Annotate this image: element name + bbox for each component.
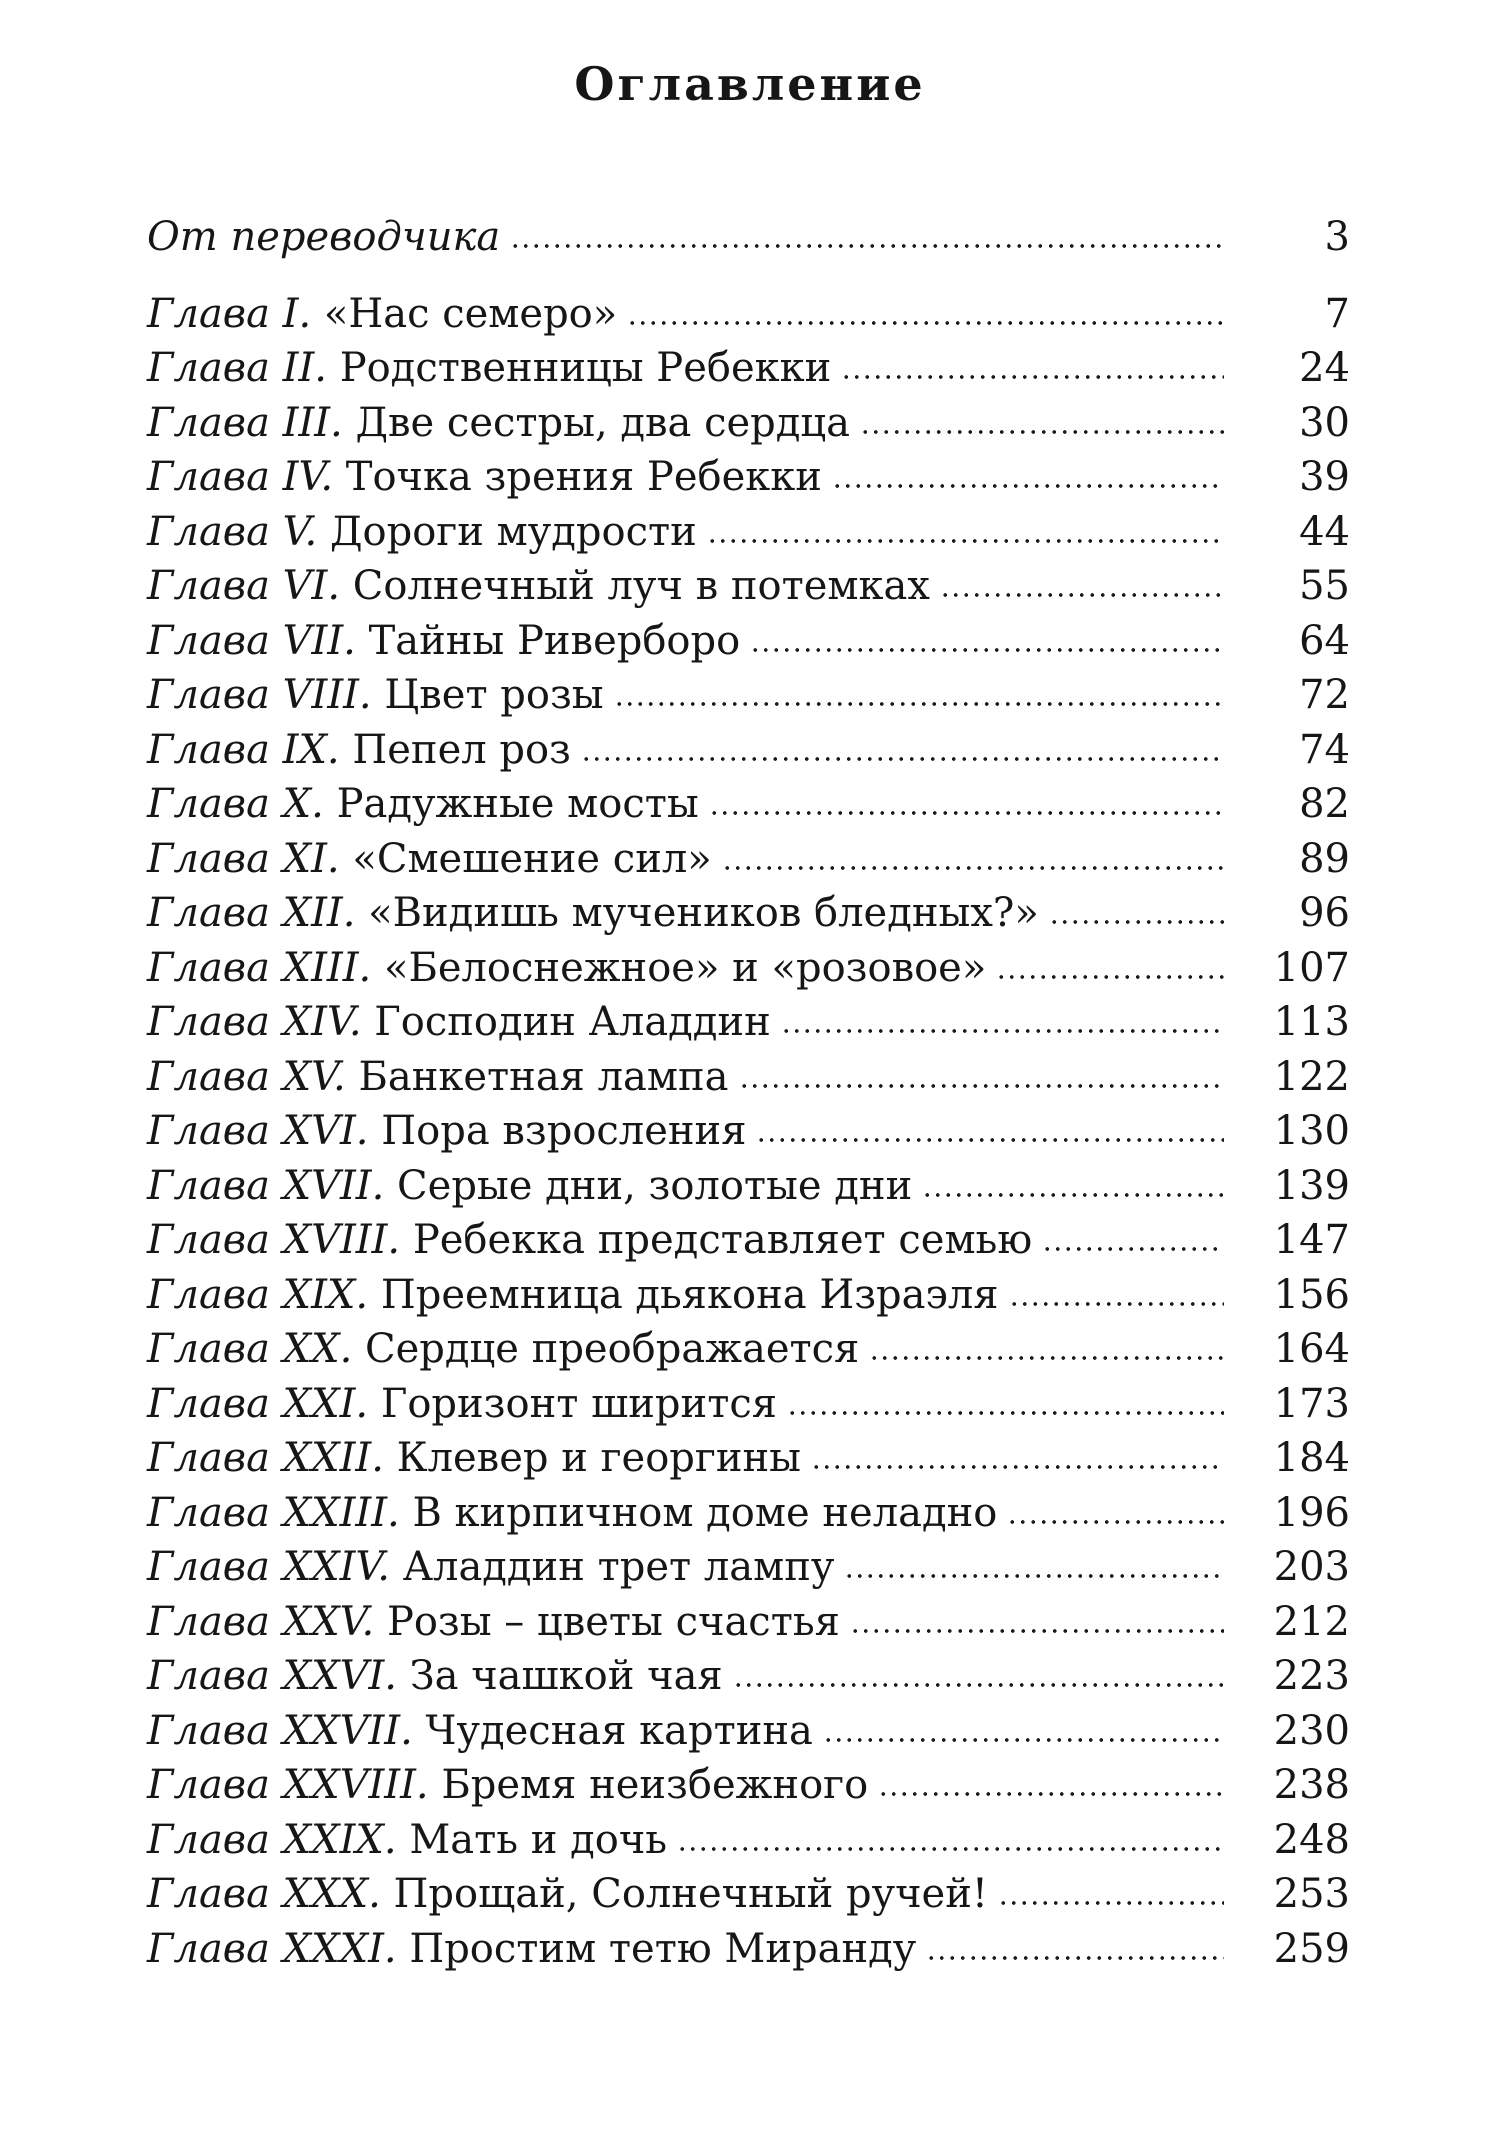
chapter-name: Прощай, Солнечный ручей! xyxy=(393,1871,988,1917)
toc-entry-title xyxy=(147,505,697,560)
toc-entry-title xyxy=(147,450,822,505)
chapter-name: Мать и дочь xyxy=(409,1816,668,1863)
toc-entry-title xyxy=(147,1704,813,1759)
page-number: 44 xyxy=(1299,508,1350,555)
toc-entry-title xyxy=(147,1268,999,1323)
dot-leader xyxy=(614,702,1224,706)
page-number: 248 xyxy=(1273,1816,1350,1863)
page-number: 253 xyxy=(1273,1871,1350,1917)
page-number: 96 xyxy=(1299,890,1350,936)
page-number: 212 xyxy=(1273,1598,1350,1645)
toc-entry-title xyxy=(147,886,1039,941)
chapter-number: Глава XXXI. xyxy=(147,1925,397,1972)
chapter-name: Преемница дьякона Израэля xyxy=(380,1271,999,1318)
toc-entry[interactable] xyxy=(147,505,1350,560)
chapter-number: Глава XIX. xyxy=(147,1271,369,1318)
dot-leader xyxy=(510,244,1224,248)
toc-entry-title xyxy=(147,341,831,396)
toc-entry[interactable] xyxy=(147,1213,1350,1268)
chapter-number: Глава XVIII. xyxy=(147,1217,401,1263)
page-number: 64 xyxy=(1299,617,1350,664)
chapter-name: Сердце преображается xyxy=(365,1326,860,1372)
toc-entry-title xyxy=(147,1322,859,1377)
dot-leader xyxy=(581,757,1224,761)
toc-entry-title xyxy=(147,1486,997,1541)
dot-leader xyxy=(1009,1302,1224,1306)
toc-entry-title xyxy=(147,210,500,265)
chapter-number: Глава VI. xyxy=(147,563,341,609)
chapter-name: Две сестры, два сердца xyxy=(355,399,850,446)
dot-leader xyxy=(781,1029,1224,1033)
chapter-name: Господин Аладдин xyxy=(374,999,771,1045)
toc-entry[interactable] xyxy=(147,1377,1350,1432)
chapter-name: Радужные мосты xyxy=(336,781,699,827)
chapter-number: Глава VII. xyxy=(147,617,356,664)
toc-entry-title xyxy=(147,1595,840,1650)
chapter-number: Глава XXVII. xyxy=(147,1707,413,1754)
chapter-number: Глава III. xyxy=(147,399,343,446)
chapter-number: Глава XXII. xyxy=(147,1435,384,1481)
chapter-number: Глава XI. xyxy=(147,835,340,882)
toc-entry[interactable] xyxy=(147,396,1350,451)
toc-entry-title xyxy=(147,1213,1032,1268)
toc-entry-title xyxy=(147,287,617,342)
toc-entry-title xyxy=(147,668,604,723)
page-number: 164 xyxy=(1273,1326,1350,1372)
chapter-number: Глава II. xyxy=(147,345,327,391)
chapter-name: Горизонт ширится xyxy=(380,1380,777,1427)
chapter-name: Чудесная картина xyxy=(425,1707,813,1754)
chapter-number: Глава XIV. xyxy=(147,999,362,1045)
toc-entry[interactable] xyxy=(147,287,1350,342)
chapter-number: Глава XXIII. xyxy=(147,1489,400,1536)
toc-entry[interactable] xyxy=(147,1431,1350,1486)
chapter-name: Цвет розы xyxy=(384,672,604,718)
page-number: 3 xyxy=(1324,214,1350,260)
page-number: 139 xyxy=(1273,1162,1350,1209)
toc-entry[interactable] xyxy=(147,450,1350,505)
toc-entry-title xyxy=(147,1377,777,1432)
toc-entry-title xyxy=(147,1922,916,1977)
chapter-name: Тайны Риверборо xyxy=(368,617,741,664)
toc-entry[interactable] xyxy=(147,886,1350,941)
chapter-number: Глава IV. xyxy=(147,454,334,500)
toc-entry[interactable] xyxy=(147,941,1350,996)
page-number: 39 xyxy=(1299,454,1350,500)
page-number: 203 xyxy=(1273,1544,1350,1590)
chapter-number: От переводчика xyxy=(147,214,501,260)
page-number: 107 xyxy=(1273,944,1350,991)
chapter-name: «Белоснежное» и «розовое» xyxy=(383,944,987,991)
chapter-number: Глава XV. xyxy=(147,1053,346,1100)
page-number: 238 xyxy=(1273,1762,1350,1808)
toc-entry[interactable] xyxy=(147,1159,1350,1214)
dot-leader xyxy=(1049,920,1224,924)
chapter-number: Глава XXVIII. xyxy=(147,1762,429,1808)
chapter-name: «Смешение сил» xyxy=(352,835,712,882)
page-number: 156 xyxy=(1273,1271,1350,1318)
chapter-number: Глава XXV. xyxy=(147,1598,375,1645)
toc-entry[interactable] xyxy=(147,832,1350,887)
chapter-number: Глава XXIV. xyxy=(147,1544,391,1590)
dot-leader xyxy=(787,1411,1224,1415)
chapter-name: Солнечный луч в потемках xyxy=(352,563,930,609)
toc-entry-title xyxy=(147,1813,667,1868)
chapter-name: Ребекка представляет семью xyxy=(412,1217,1033,1263)
chapter-number: Глава XXIX. xyxy=(147,1816,397,1863)
dot-leader xyxy=(709,811,1224,815)
toc-entry-title xyxy=(147,1104,746,1159)
dot-leader xyxy=(841,375,1224,379)
dot-leader xyxy=(869,1356,1224,1360)
page-number: 89 xyxy=(1299,835,1350,882)
page-number: 184 xyxy=(1273,1435,1350,1481)
chapter-name: В кирпичном доме неладно xyxy=(412,1489,998,1536)
chapter-name: Пора взросления xyxy=(381,1108,747,1154)
toc-entry-title xyxy=(147,832,712,887)
chapter-name: Аладдин трет лампу xyxy=(402,1544,835,1590)
dot-leader xyxy=(844,1574,1224,1578)
chapter-number: Глава XXVI. xyxy=(147,1653,397,1699)
toc-entry[interactable] xyxy=(147,995,1350,1050)
page-number: 122 xyxy=(1273,1053,1350,1100)
page-number: 223 xyxy=(1273,1653,1350,1699)
toc-entry[interactable] xyxy=(147,1867,1350,1922)
page-number: 74 xyxy=(1299,726,1350,773)
chapter-name: «Нас семеро» xyxy=(323,290,618,337)
toc-entry[interactable] xyxy=(147,341,1350,396)
toc-entry-title xyxy=(147,1540,834,1595)
dot-leader xyxy=(860,430,1224,434)
chapter-number: Глава I. xyxy=(147,290,312,337)
dot-leader xyxy=(739,1084,1225,1088)
toc-entry-title xyxy=(147,941,986,996)
chapter-number: Глава XVII. xyxy=(147,1162,385,1209)
toc-entry[interactable] xyxy=(147,1758,1350,1813)
page-number: 82 xyxy=(1299,781,1350,827)
toc-entry[interactable] xyxy=(147,1540,1350,1595)
chapter-number: Глава XII. xyxy=(147,890,356,936)
toc-entry-title xyxy=(147,1159,912,1214)
toc-entry[interactable] xyxy=(147,1922,1350,1977)
page-number: 147 xyxy=(1273,1217,1350,1263)
toc-entry-title xyxy=(147,1867,988,1922)
table-of-contents xyxy=(147,210,1350,1976)
toc-entry[interactable] xyxy=(147,1104,1350,1159)
chapter-name: За чашкой чая xyxy=(409,1653,723,1699)
page-number: 230 xyxy=(1273,1707,1350,1754)
chapter-number: Глава XXX. xyxy=(147,1871,381,1917)
page-number: 196 xyxy=(1273,1489,1350,1536)
dot-leader xyxy=(878,1792,1224,1796)
chapter-number: Глава VIII. xyxy=(147,672,372,718)
dot-leader xyxy=(707,539,1224,543)
dot-leader xyxy=(996,975,1224,979)
chapter-number: Глава IX. xyxy=(147,726,340,773)
chapter-name: Клевер и георгины xyxy=(396,1435,801,1481)
toc-entry-title xyxy=(147,995,771,1050)
chapter-name: Розы – цветы счастья xyxy=(386,1598,840,1645)
toc-entry-title xyxy=(147,559,930,614)
page-title: Оглавление xyxy=(574,57,926,111)
dot-leader xyxy=(750,648,1224,652)
toc-entry-title xyxy=(147,1649,723,1704)
chapter-number: Глава XX. xyxy=(147,1326,353,1372)
dot-leader xyxy=(940,593,1224,597)
chapter-number: Глава X. xyxy=(147,781,324,827)
chapter-name: Банкетная лампа xyxy=(358,1053,729,1100)
chapter-name: Точка зрения Ребекки xyxy=(345,454,822,500)
toc-entry-title xyxy=(147,396,850,451)
dot-leader xyxy=(922,1193,1224,1197)
page-number: 130 xyxy=(1273,1108,1350,1154)
dot-leader xyxy=(722,866,1224,870)
chapter-name: Бремя неизбежного xyxy=(441,1762,869,1808)
toc-entry[interactable] xyxy=(147,1268,1350,1323)
chapter-number: Глава XXI. xyxy=(147,1380,369,1427)
toc-entry-title xyxy=(147,1758,868,1813)
toc-entry[interactable] xyxy=(147,559,1350,614)
dot-leader xyxy=(926,1956,1224,1960)
toc-entry[interactable] xyxy=(147,723,1350,778)
chapter-name: Пепел роз xyxy=(352,726,571,773)
chapter-name: Родственницы Ребекки xyxy=(339,345,832,391)
toc-entry-title xyxy=(147,1050,729,1105)
toc-entry-title xyxy=(147,614,740,669)
dot-leader xyxy=(677,1847,1224,1851)
toc-entry-title xyxy=(147,777,699,832)
page-number: 113 xyxy=(1273,999,1350,1045)
dot-leader xyxy=(823,1738,1224,1742)
dot-leader xyxy=(627,321,1224,325)
dot-leader xyxy=(811,1465,1224,1469)
toc-entry[interactable] xyxy=(147,614,1350,669)
chapter-number: Глава V. xyxy=(147,508,318,555)
toc-entry[interactable] xyxy=(147,1322,1350,1377)
dot-leader xyxy=(1007,1520,1224,1524)
chapter-name: Простим тетю Миранду xyxy=(409,1925,917,1972)
page-number: 30 xyxy=(1299,399,1350,446)
toc-entry[interactable] xyxy=(147,777,1350,832)
chapter-name: «Видишь мучеников бледных?» xyxy=(368,890,1039,936)
dot-leader xyxy=(850,1629,1224,1633)
page-number: 55 xyxy=(1299,563,1350,609)
dot-leader xyxy=(733,1683,1224,1687)
toc-entry[interactable] xyxy=(147,668,1350,723)
page-number: 24 xyxy=(1299,345,1350,391)
chapter-number: Глава XIII. xyxy=(147,944,372,991)
dot-leader xyxy=(998,1901,1224,1905)
chapter-number: Глава XVI. xyxy=(147,1108,369,1154)
toc-entry[interactable] xyxy=(147,1813,1350,1868)
toc-entry[interactable] xyxy=(147,1050,1350,1105)
page-number: 72 xyxy=(1299,672,1350,718)
toc-entry[interactable] xyxy=(147,1704,1350,1759)
dot-leader xyxy=(756,1138,1224,1142)
page-number: 173 xyxy=(1273,1380,1350,1427)
toc-entry[interactable] xyxy=(147,1595,1350,1650)
toc-entry-title xyxy=(147,723,571,778)
toc-entry[interactable] xyxy=(147,210,1350,265)
toc-entry[interactable] xyxy=(147,1649,1350,1704)
page-number: 259 xyxy=(1273,1925,1350,1972)
page-number: 7 xyxy=(1324,290,1350,337)
toc-entry-title xyxy=(147,1431,801,1486)
dot-leader xyxy=(1042,1247,1224,1251)
dot-leader xyxy=(832,484,1224,488)
chapter-name: Серые дни, золотые дни xyxy=(397,1162,913,1209)
chapter-name: Дороги мудрости xyxy=(329,508,697,555)
toc-entry[interactable] xyxy=(147,1486,1350,1541)
